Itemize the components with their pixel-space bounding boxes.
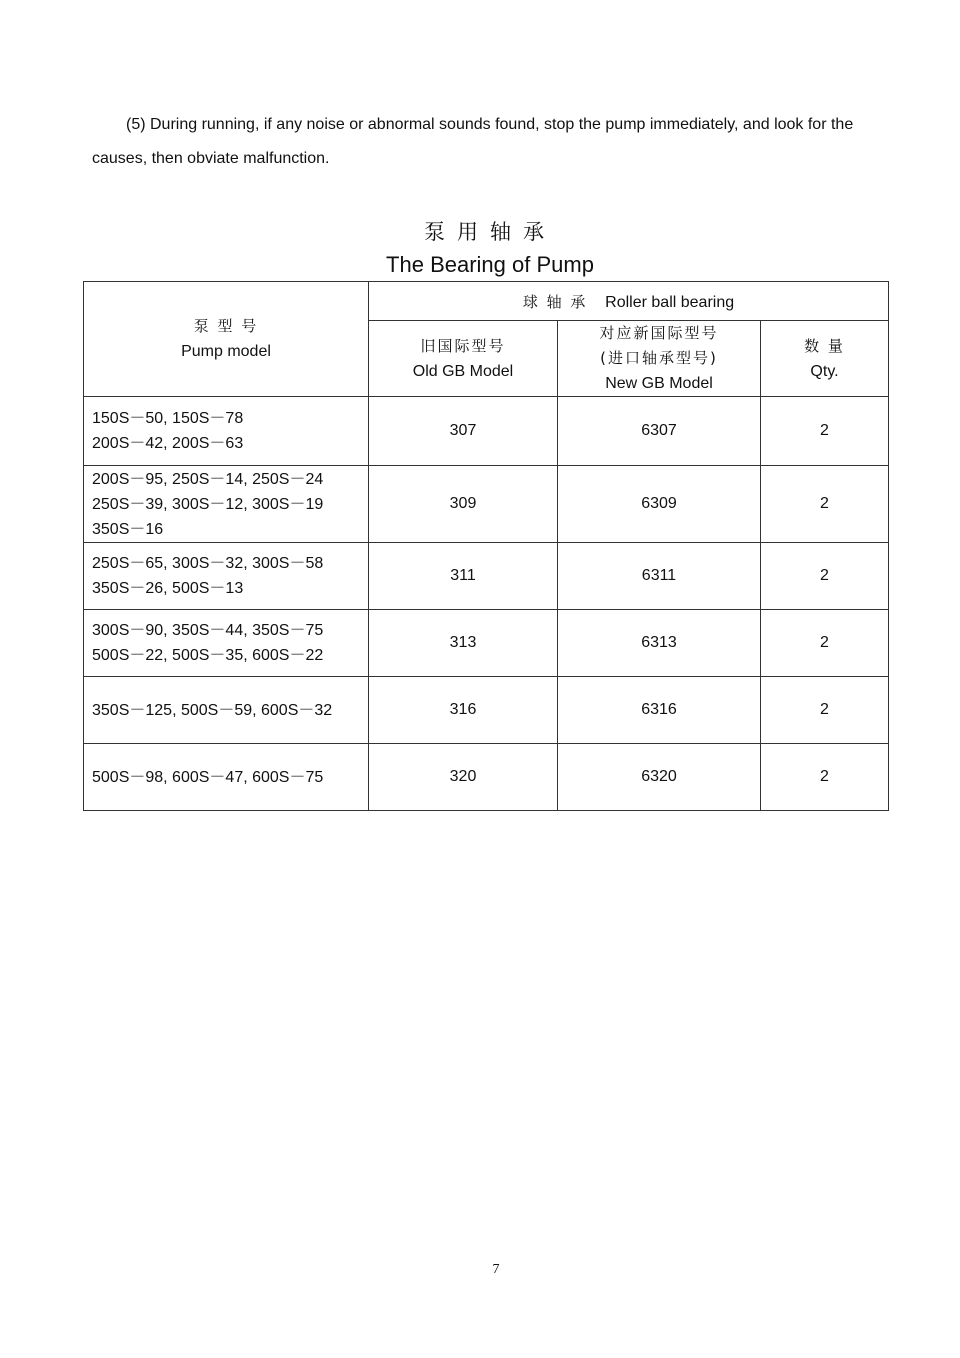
pump-models-cell: [84, 466, 369, 543]
header-row-1: [84, 282, 889, 321]
old-gb-cell: 309: [369, 466, 558, 543]
header-roller-ball-bearing: [369, 282, 889, 321]
qty-cell: 2: [761, 543, 889, 610]
header-qty-en: Qty.: [810, 362, 839, 380]
qty-cell: 2: [761, 610, 889, 677]
header-new-gb-cn2: (进口轴承型号): [600, 349, 718, 367]
new-gb-cell: 6307: [558, 397, 761, 466]
old-gb-cell: 313: [369, 610, 558, 677]
header-group-cn: 球 轴 承: [522, 292, 588, 311]
table-row: [84, 543, 889, 610]
header-pump-model-en: Pump model: [181, 343, 271, 360]
old-gb-cell: 316: [369, 677, 558, 744]
header-group-en: Roller ball bearing: [605, 293, 735, 311]
header-old-gb: [369, 321, 558, 397]
pump-model-line: 200S－42, 200S－63: [92, 435, 244, 452]
bearing-table: [83, 281, 889, 811]
pump-models-cell: [84, 744, 369, 811]
table-row: [84, 677, 889, 744]
header-pump-model-cn: 泵 型 号: [193, 317, 259, 335]
pump-models-cell: [84, 677, 369, 744]
pump-model-line: 250S－65, 300S－32, 300S－58: [92, 555, 324, 572]
header-new-gb: [558, 321, 761, 397]
pump-model-line: 300S－90, 350S－44, 350S－75: [92, 622, 324, 639]
header-old-gb-en: Old GB Model: [412, 362, 514, 380]
new-gb-cell: 6316: [558, 677, 761, 744]
table-row: [84, 610, 889, 677]
qty-cell: 2: [761, 397, 889, 466]
new-gb-cell: 6320: [558, 744, 761, 811]
pump-model-line: 350S－16: [92, 520, 164, 538]
pump-model-line: 350S－26, 500S－13: [92, 580, 244, 597]
header-new-gb-cn: 对应新国际型号: [599, 324, 719, 342]
table-title-en: The Bearing of Pump: [386, 252, 594, 277]
pump-model-line: 350S－125, 500S－59, 600S－32: [92, 701, 333, 719]
pump-model-line: 150S－50, 150S－78: [92, 410, 244, 427]
header-old-gb-cn: 旧国际型号: [420, 336, 506, 355]
qty-cell: 2: [761, 466, 889, 543]
old-gb-cell: 320: [369, 744, 558, 811]
table-title-cn: 泵用轴承: [424, 220, 556, 244]
pump-model-line: 200S－95, 250S－14, 250S－24: [92, 470, 324, 488]
header-new-gb-en: New GB Model: [605, 375, 713, 392]
header-qty-cn: 数 量: [804, 336, 845, 355]
table-row: [84, 397, 889, 466]
old-gb-cell: 311: [369, 543, 558, 610]
pump-models-cell: [84, 397, 369, 466]
pump-model-line: 500S－98, 600S－47, 600S－75: [92, 768, 324, 786]
pump-model-line: 500S－22, 500S－35, 600S－22: [92, 647, 324, 664]
table-row: [84, 744, 889, 811]
header-qty: [761, 321, 889, 397]
new-gb-cell: 6309: [558, 466, 761, 543]
pump-models-cell: [84, 543, 369, 610]
pump-models-cell: [84, 610, 369, 677]
qty-cell: 2: [761, 744, 889, 811]
new-gb-cell: 6311: [558, 543, 761, 610]
header-pump-model: [84, 282, 369, 397]
page-number: 7: [492, 1262, 500, 1277]
old-gb-cell: 307: [369, 397, 558, 466]
qty-cell: 2: [761, 677, 889, 744]
pump-model-line: 250S－39, 300S－12, 300S－19: [92, 495, 324, 513]
table-row: [84, 466, 889, 543]
new-gb-cell: 6313: [558, 610, 761, 677]
paragraph-running-noise: (5) During running, if any noise or abnormal sounds found, stop the pump immediately, and look for the causes, then obviate malfunction.: [92, 116, 854, 167]
